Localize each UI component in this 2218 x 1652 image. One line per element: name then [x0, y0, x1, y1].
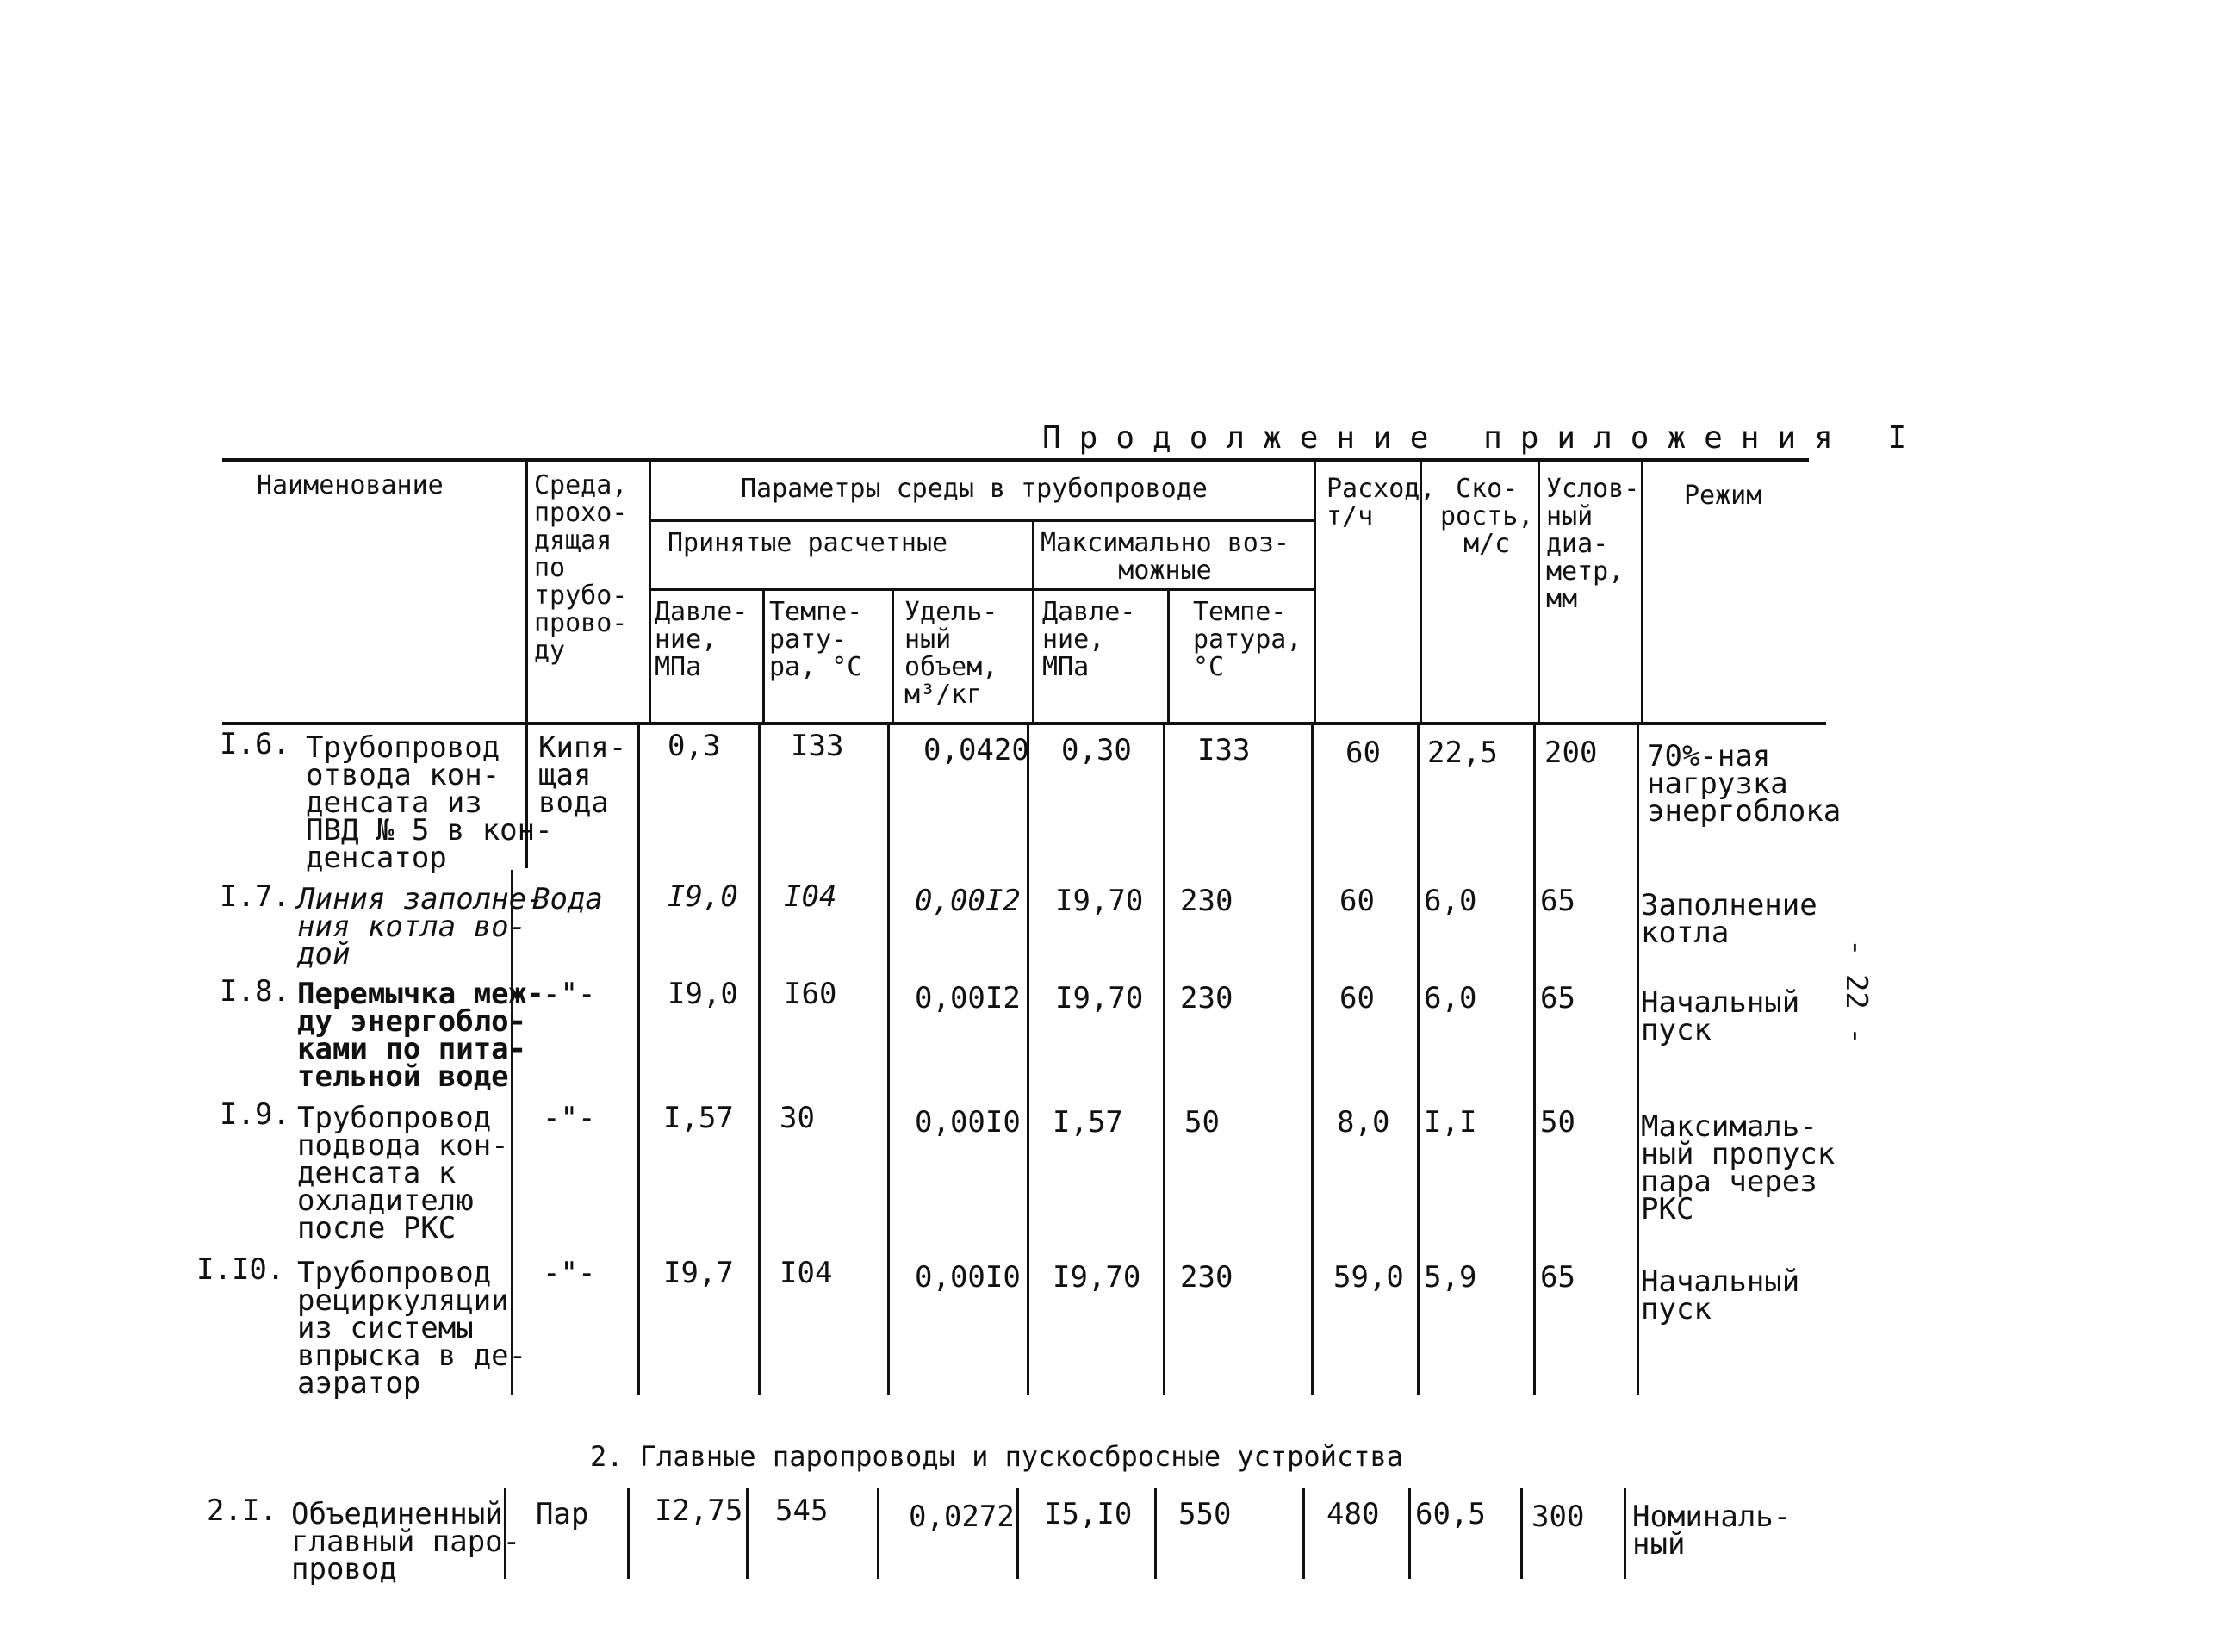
header-diameter: Услов- ный диа- метр, мм — [1546, 474, 1640, 614]
row-temperature: I60 — [784, 977, 837, 1011]
continuation-title: Продолжение приложения I — [1042, 420, 1925, 456]
row-temperature: I04 — [780, 1256, 833, 1290]
row-max-pressure: I5,I0 — [1044, 1497, 1133, 1531]
header-name: Наименование — [257, 470, 444, 500]
row-pressure: I9,0 — [668, 977, 738, 1011]
row-temperature: 545 — [775, 1494, 829, 1528]
row-max-pressure: I9,70 — [1053, 1260, 1141, 1295]
row-number: 2.I. — [207, 1494, 277, 1528]
row-velocity: 22,5 — [1427, 736, 1498, 770]
page-number: - 22 - — [1839, 939, 1873, 1045]
row-specific-volume: 0,0420 — [923, 733, 1029, 767]
row-flow: 8,0 — [1337, 1105, 1390, 1140]
row-max-temperature: 230 — [1180, 1260, 1233, 1295]
row-pressure: I9,0 — [668, 879, 738, 914]
header-pressure: Давле- ние, МПа — [655, 597, 749, 682]
row-pressure: I9,7 — [663, 1256, 734, 1290]
row-max-temperature: 550 — [1178, 1497, 1232, 1531]
row-velocity: 6,0 — [1424, 981, 1477, 1015]
row-temperature: I33 — [791, 729, 844, 763]
row-medium: Кипя- щая вода — [538, 730, 627, 820]
row-max-pressure: I,57 — [1053, 1105, 1123, 1140]
header-params: Параметры среды в трубопроводе — [741, 474, 1208, 504]
row-medium: Пар — [536, 1497, 589, 1531]
row-specific-volume: 0,00I2 — [915, 981, 1021, 1015]
header-medium: Среда, прохо- дящая по трубо- прово- ду — [534, 470, 628, 666]
row-number: I.I0. — [196, 1252, 285, 1287]
row-specific-volume: 0,00I0 — [915, 1260, 1021, 1295]
row-name: Линия заполне- ния котла во- дой — [297, 882, 544, 972]
row-max-pressure: I9,70 — [1055, 884, 1144, 918]
row-mode: 70%-ная нагрузка энергоблока — [1647, 739, 1842, 829]
row-medium: -"- — [543, 977, 596, 1011]
row-number: I.7. — [220, 879, 290, 914]
row-max-temperature: 230 — [1180, 981, 1233, 1015]
row-number: I.9. — [220, 1097, 290, 1132]
row-max-pressure: 0,30 — [1061, 733, 1132, 767]
row-flow: 480 — [1326, 1497, 1380, 1531]
row-temperature: I04 — [784, 879, 837, 914]
row-flow: 59,0 — [1333, 1260, 1404, 1295]
row-name: Перемычка меж- ду энергобло- ками по пита- тельной воде — [297, 977, 544, 1094]
row-diameter: 300 — [1531, 1500, 1585, 1534]
row-max-pressure: I9,70 — [1055, 981, 1144, 1015]
row-mode: Номиналь- ный — [1632, 1500, 1792, 1562]
row-velocity: 5,9 — [1424, 1260, 1477, 1295]
row-name: Трубопровод рециркуляции из системы впрыска в де- аэратор — [297, 1256, 527, 1400]
row-mode: Начальный пуск — [1641, 1264, 1800, 1326]
row-diameter: 65 — [1540, 884, 1575, 918]
row-velocity: I,I — [1424, 1105, 1477, 1140]
row-name: Трубопровод отвода кон- денсата из ПВД № 5 в кон- денсатор — [306, 730, 553, 875]
row-number: I.8. — [220, 974, 290, 1009]
header-max-pressure: Давле- ние, МПа — [1042, 597, 1136, 682]
row-number: I.6. — [220, 727, 290, 761]
row-mode: Начальный пуск — [1641, 985, 1800, 1047]
row-mode: Заполнение котла — [1641, 888, 1817, 950]
header-flow: Расход, т/ч — [1326, 474, 1436, 531]
header-max-possible: Максимально воз- можные — [1041, 528, 1289, 586]
header-temperature: Темпе- рату- ра, °C — [769, 597, 863, 682]
row-flow: 60 — [1339, 981, 1375, 1015]
row-flow: 60 — [1339, 884, 1375, 918]
row-specific-volume: 0,00I2 — [915, 884, 1021, 918]
header-mode: Режим — [1684, 481, 1762, 511]
row-temperature: 30 — [780, 1101, 815, 1135]
row-name: Трубопровод подвода кон- денсата к охладителю после РКС — [297, 1101, 509, 1245]
row-velocity: 6,0 — [1424, 884, 1477, 918]
row-specific-volume: 0,0272 — [909, 1500, 1015, 1534]
row-medium: -"- — [543, 1256, 596, 1290]
row-max-temperature: I33 — [1197, 733, 1251, 767]
row-max-temperature: 230 — [1180, 884, 1233, 918]
row-max-temperature: 50 — [1184, 1105, 1220, 1140]
row-pressure: 0,3 — [668, 729, 721, 763]
row-mode: Максималь- ный пропуск пара через РКС — [1641, 1109, 1836, 1227]
section-2-title: 2. Главные паропроводы и пускосбросные устройства — [590, 1440, 1404, 1473]
row-flow: 60 — [1345, 736, 1381, 770]
row-medium: -"- — [543, 1101, 596, 1135]
header-specific-volume: Удель- ный объем, м³/кг — [904, 597, 998, 710]
row-diameter: 200 — [1544, 736, 1598, 770]
header-accepted: Принятые расчетные — [668, 528, 948, 558]
row-pressure: I,57 — [663, 1101, 734, 1135]
header-max-temperature: Темпе- ратура, °C — [1193, 597, 1302, 682]
row-pressure: I2,75 — [655, 1494, 743, 1528]
row-diameter: 65 — [1540, 1260, 1575, 1295]
header-velocity: Ско- рость, м/с — [1440, 474, 1534, 559]
row-velocity: 60,5 — [1415, 1497, 1486, 1531]
row-medium: Вода — [532, 882, 603, 916]
row-diameter: 65 — [1540, 981, 1575, 1015]
row-specific-volume: 0,00I0 — [915, 1105, 1021, 1140]
row-diameter: 50 — [1540, 1105, 1575, 1140]
row-name: Объединенный главный паро- провод — [291, 1497, 521, 1587]
